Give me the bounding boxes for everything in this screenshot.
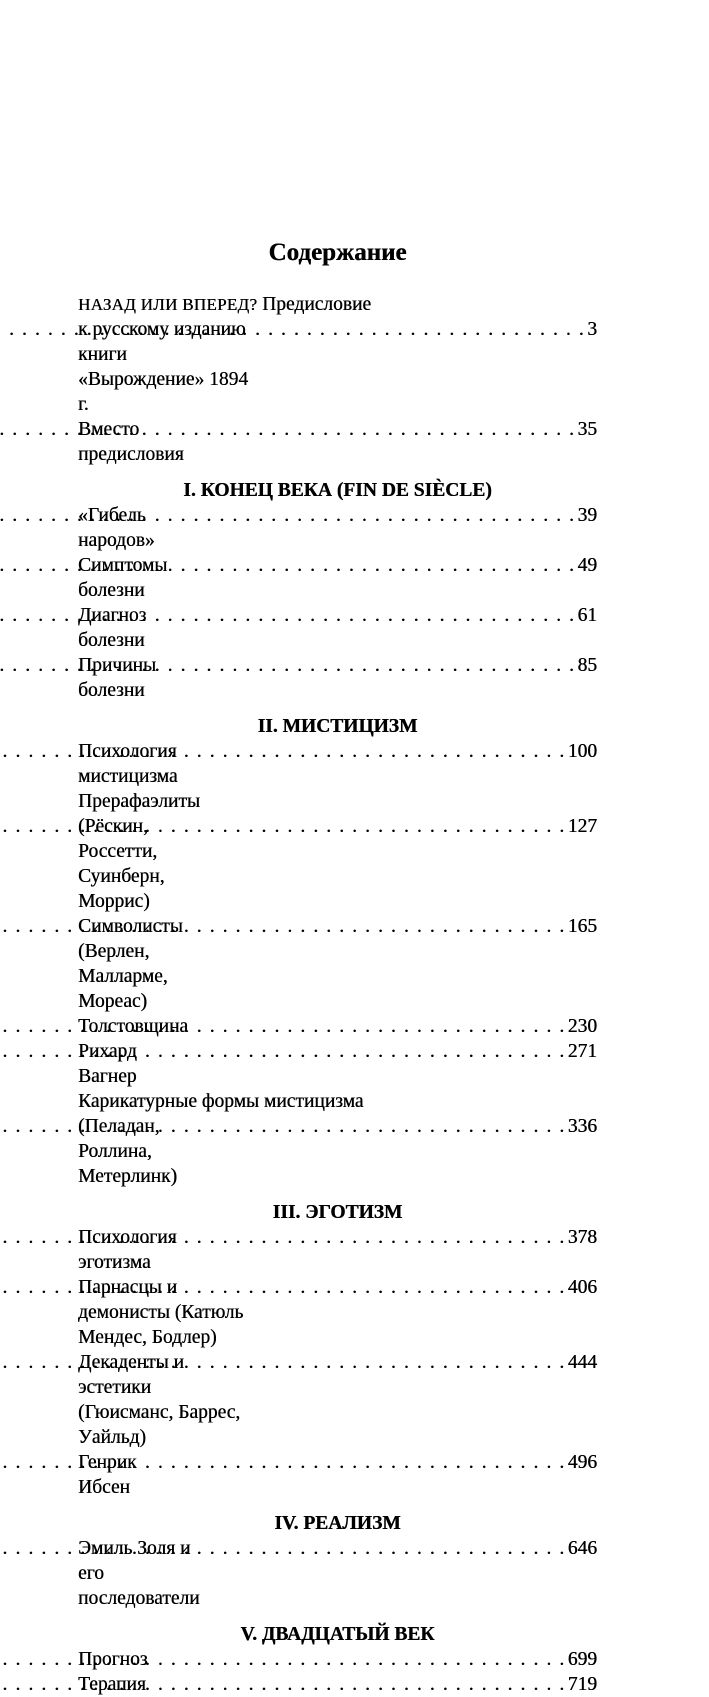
dot-leader xyxy=(227,814,566,839)
dot-leader xyxy=(259,317,585,342)
toc-entry xyxy=(78,1350,597,1450)
page-number: 165 xyxy=(567,916,597,937)
dot-leader xyxy=(235,914,566,939)
entry-title: к русскому изданию книги «Вырождение» 1894 г. xyxy=(78,319,249,415)
entry-title: Диагноз болезни xyxy=(78,605,147,651)
toc-entry xyxy=(78,292,597,417)
dot-leader xyxy=(191,417,576,442)
page-number: 444 xyxy=(567,1352,597,1373)
toc-section xyxy=(78,1200,597,1500)
dot-leader xyxy=(153,1672,566,1697)
entry-title: Психология мистицизма xyxy=(78,741,178,787)
page-number: 406 xyxy=(567,1277,597,1298)
dot-leader xyxy=(184,1225,566,1250)
page-number: 39 xyxy=(577,505,597,526)
section-heading: V. ДВАДЦАТЫЙ ВЕК xyxy=(240,1624,435,1645)
entry-title: Эмиль Золя и его последователи xyxy=(78,1538,200,1609)
dot-leader xyxy=(253,1275,566,1300)
toc-section xyxy=(78,478,597,703)
entry-title: Декаденты и эстетики (Гюисманс, Баррес, Уайльд) xyxy=(78,1352,241,1448)
toc-entry xyxy=(78,417,597,467)
entry-title-rest: Предисловие xyxy=(257,294,372,315)
page-number: 85 xyxy=(577,655,597,676)
page-number: 100 xyxy=(567,741,597,762)
page-number: 719 xyxy=(567,1674,597,1695)
page-number: 61 xyxy=(577,605,597,626)
toc-entry xyxy=(78,1039,597,1089)
entry-pre-line xyxy=(78,292,597,317)
toc-section xyxy=(78,1511,597,1611)
dot-leader xyxy=(148,1450,566,1475)
page-number: 699 xyxy=(567,1649,597,1670)
page-number: 49 xyxy=(577,555,597,576)
entry-title: Вместо предисловия xyxy=(78,419,184,465)
page-number: 378 xyxy=(567,1227,597,1248)
entry-title: Причины болезни xyxy=(78,655,157,701)
entry-title: Символисты (Верлен, Малларме, Мореас) xyxy=(78,916,183,1012)
dot-leader xyxy=(256,1350,566,1375)
page-number: 271 xyxy=(567,1041,597,1062)
dot-leader xyxy=(154,1647,565,1672)
section-heading: III. ЭГОТИЗМ xyxy=(272,1202,403,1223)
entry-pre-line: Прерафаэлиты xyxy=(78,791,200,812)
toc-content xyxy=(78,240,597,1697)
page-number: 496 xyxy=(567,1452,597,1473)
toc-entry xyxy=(78,553,597,603)
dot-leader xyxy=(174,553,575,578)
page-number: 127 xyxy=(567,816,597,837)
toc-entry xyxy=(78,1089,597,1189)
entry-title: Толстовщина xyxy=(78,1016,189,1037)
toc-entry xyxy=(78,1647,597,1672)
entry-title: Симптомы болезни xyxy=(78,555,168,601)
section-heading: IV. РЕАЛИЗМ xyxy=(274,1513,401,1534)
entry-title: (Пеладан, Роллина, Метерлинк) xyxy=(78,1116,177,1187)
toc-entry xyxy=(78,1536,597,1611)
entry-title: Рихард Вагнер xyxy=(78,1041,137,1087)
entry-title: Психология эготизма xyxy=(78,1227,177,1273)
toc-entry xyxy=(78,1672,597,1697)
toc-section xyxy=(78,1622,597,1697)
page-number: 336 xyxy=(567,1116,597,1137)
toc-entry xyxy=(78,653,597,703)
entry-title: «Гибель народов» xyxy=(78,505,155,551)
entry-title: Прогноз xyxy=(78,1649,148,1670)
toc-entry xyxy=(78,503,597,553)
dot-leader xyxy=(185,739,566,764)
entry-title: Генрик Ибсен xyxy=(78,1452,137,1498)
section-heading: II. МИСТИЦИЗМ xyxy=(257,716,418,737)
toc-entry xyxy=(78,1275,597,1350)
entry-title-caps: НАЗАД ИЛИ ВПЕРЕД? xyxy=(78,295,258,314)
entry-title: (Рёскин, Россетти, Суинберн, Моррис) xyxy=(78,816,165,912)
toc-entry xyxy=(78,1014,597,1039)
toc-section xyxy=(78,714,597,1189)
page-number: 35 xyxy=(577,419,597,440)
toc-entry xyxy=(78,739,597,789)
toc-entry xyxy=(78,914,597,1014)
page-number: 3 xyxy=(587,319,597,340)
dot-leader xyxy=(165,503,576,528)
dot-leader xyxy=(195,1014,566,1039)
dot-leader xyxy=(210,1536,566,1561)
page-number: 230 xyxy=(567,1016,597,1037)
dot-leader xyxy=(160,603,575,628)
dot-leader xyxy=(151,1039,566,1064)
toc-entry xyxy=(78,789,597,914)
entry-title: Парнасцы и демонисты (Катюль Мендес, Бодлер) xyxy=(78,1277,244,1348)
page-title: Содержание xyxy=(268,239,407,266)
toc-front-matter xyxy=(78,292,597,467)
toc-entry xyxy=(78,1225,597,1275)
dot-leader xyxy=(165,653,576,678)
section-heading: I. КОНЕЦ ВЕКА (FIN DE SIÈCLE) xyxy=(183,480,492,501)
page-number: 646 xyxy=(567,1538,597,1559)
entry-pre-line: Карикатурные формы мистицизма xyxy=(78,1091,364,1112)
entry-title: Терапия xyxy=(78,1674,146,1695)
toc-entry xyxy=(78,603,597,653)
dot-leader xyxy=(208,1114,566,1139)
toc-entry xyxy=(78,1450,597,1500)
